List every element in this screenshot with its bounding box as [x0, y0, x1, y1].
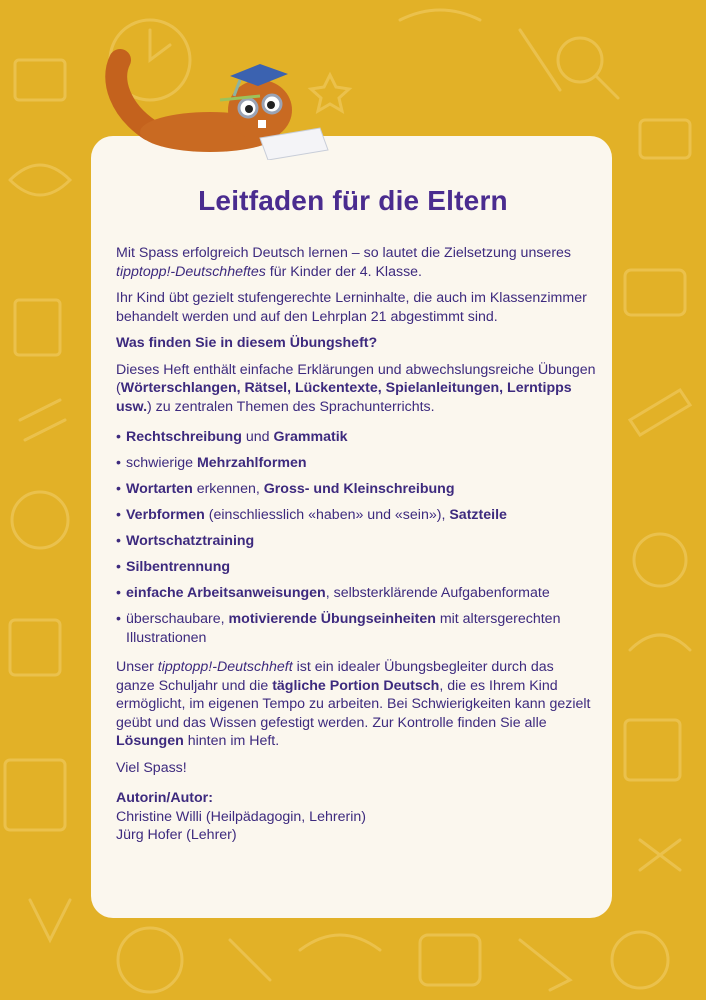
intro-paragraph-2: Ihr Kind übt gezielt stufengerechte Lerninhalte, die auch im Klassenzimmer behandelt werden und auf den Lehrplan 21 abgestimmt sind.	[116, 290, 587, 325]
list-item: • Wortarten erkennen, Gross- und Kleinschreibung	[116, 480, 596, 499]
list-item: • einfache Arbeitsanweisungen, selbsterklärende Aufgabenformate	[116, 584, 596, 603]
list-item: • überschaubare, motivierende Übungseinheiten mit altersgerechten Illustrationen	[116, 610, 596, 647]
author-name: Christine Willi (Heilpädagogin, Lehrerin)	[116, 808, 366, 825]
page-title: Leitfaden für die Eltern	[198, 185, 508, 216]
magnifier-icon	[558, 38, 602, 82]
intro-paragraph-1: Mit Spass erfolgreich Deutsch lernen – so lautet die Zielsetzung unseres tipptopp!-Deutschheftes für Kinder der 4. Klasse.	[116, 245, 572, 280]
list-item: • Silbentrennung	[116, 558, 596, 577]
section-description: Dieses Heft enthält einfache Erklärungen und abwechslungsreiche Übungen (Wörterschlangen, Rätsel, Lückentexte, Spielanleitungen, Lerntipps usw.) zu zentralen Themen des Sprachunterrichts.	[116, 361, 596, 415]
book-icon	[15, 60, 65, 100]
product-name: tipptopp!-Deutschheftes	[116, 263, 266, 280]
authors-label: Autorin/Autor:	[116, 790, 213, 806]
list-item: • Rechtschreibung und Grammatik	[116, 428, 596, 447]
author-name: Jürg Hofer (Lehrer)	[116, 827, 237, 843]
list-item: • Wortschatztraining	[116, 532, 596, 551]
topics-list	[116, 428, 596, 647]
list-item: • Verbformen (einschliesslich «haben» und «sein»), Satzteile	[116, 506, 596, 525]
closing-paragraph: Unser tipptopp!-Deutschheft ist ein idealer Übungsbegleiter durch das ganze Schuljahr und die tägliche Portion Deutsch, die es Ihrem Kind ermöglicht, im eigenen Tempo zu arbeiten. Bei Schwierigkeiten kann gezielt geübt und das Wissen gefestigt werden. Zur Kontrolle finden Sie alle Lösungen hinten im Heft.	[116, 659, 591, 749]
sign-off: Viel Spass!	[116, 759, 187, 776]
section-heading: Was finden Sie in diesem Übungsheft?	[116, 335, 378, 351]
list-item: • schwierige Mehrzahlformen	[116, 454, 596, 473]
squirrel-mascot-icon	[100, 40, 330, 160]
guide-content	[116, 244, 596, 845]
